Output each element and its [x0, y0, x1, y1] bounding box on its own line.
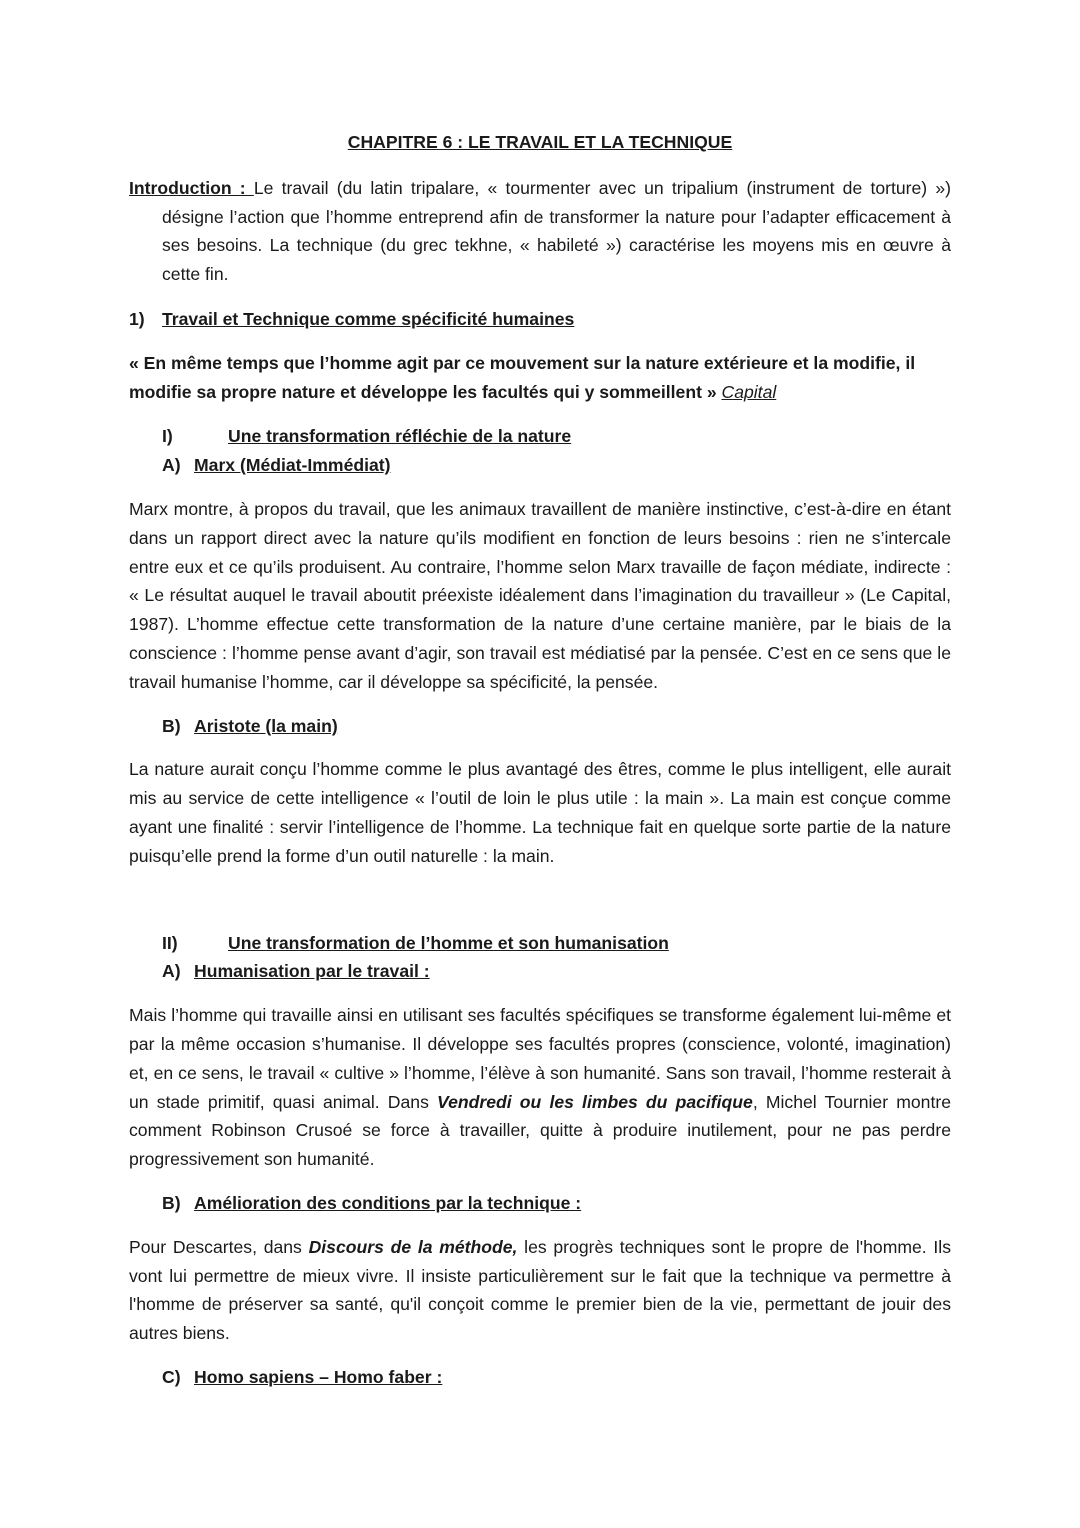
- part-2a-number: A): [162, 961, 181, 982]
- part-1a-title: Marx (Médiat-Immédiat): [194, 455, 391, 476]
- part-1b-heading: [162, 712, 951, 741]
- part-1b-number: B): [162, 715, 181, 736]
- descartes-text-before: Pour Descartes, dans: [129, 1236, 309, 1257]
- section-1-title: Travail et Technique comme spécificité humaines: [162, 308, 575, 329]
- quote-text: « En même temps que l’homme agit par ce mouvement sur la nature extérieure et la modifie, il modifie sa propre nature et développe les facultés qui y sommeillent »: [129, 352, 916, 402]
- chapter-title: CHAPITRE 6 : LE TRAVAIL ET LA TECHNIQUE: [347, 132, 733, 152]
- introduction-paragraph: [129, 174, 951, 289]
- tournier-book-title: Vendredi ou les limbes du pacifique: [437, 1091, 753, 1112]
- humanisation-text-after: , Michel Tournier montre comment Robinson Crusoé se force à travailler, quitte à produire inutilement, pour ne pas perdre progressivement son humanité.: [129, 1091, 951, 1170]
- part-2c-title: Homo sapiens – Homo faber :: [194, 1366, 443, 1387]
- marx-quote: [129, 349, 951, 407]
- part-2-title: Une transformation de l’homme et son humanisation: [228, 932, 669, 953]
- humanisation-text-before: Mais l’homme qui travaille ainsi en utilisant ses facultés spécifiques se transforme également lui-même et par la même occasion s’humanise. Il développe ses facultés propres (conscience, volonté, imagination) et, en ce sens, le travail « cultive » l’homme, l’élève à son humanité. Sans son travail, l’homme resterait à un stade primitif, quasi animal. Dans: [129, 1005, 951, 1112]
- part-2b-heading: [162, 1189, 951, 1218]
- introduction-text: Le travail (du latin tripalare, « tourmenter avec un tripalium (instrument de torture) ») désigne l’action que l’homme entreprend afin de transformer la nature pour l’adapter efficacement à ses besoins. La technique (du grec tekhne, « habileté ») caractérise les moyens mis en œuvre à cette fin.: [162, 177, 951, 285]
- descartes-paragraph: [129, 1233, 951, 1348]
- quote-source: Capital: [721, 381, 777, 402]
- section-1-number: 1): [129, 308, 145, 329]
- part-2-heading: [162, 929, 951, 958]
- part-2b-number: B): [162, 1192, 181, 1213]
- part-1a-number: A): [162, 455, 181, 476]
- part-2b-title: Amélioration des conditions par la technique :: [194, 1192, 582, 1213]
- descartes-text-after: les progrès techniques sont le propre de l'homme. Ils vont lui permettre de mieux vivre. Il insiste particulièrement sur le fait que la technique va permettre à l'homme de préserver sa santé, qu'il conçoit comme le premier bien de la vie, permettant de jouir des autres biens.: [129, 1236, 951, 1344]
- descartes-book-title: Discours de la méthode,: [308, 1236, 518, 1257]
- part-2a-title: Humanisation par le travail :: [194, 961, 430, 982]
- part-1-title: Une transformation réfléchie de la nature: [228, 426, 572, 447]
- part-1-number: I): [162, 426, 173, 447]
- part-2c-number: C): [162, 1366, 181, 1387]
- part-2a-heading: [162, 957, 951, 986]
- part-1a-heading: [162, 451, 951, 480]
- part-1b-title: Aristote (la main): [194, 715, 338, 736]
- part-1-heading: [162, 422, 951, 451]
- marx-paragraph: Marx montre, à propos du travail, que les animaux travaillent de manière instinctive, c’est-à-dire en étant dans un rapport direct avec la nature qu’ils modifient en fonction de leurs besoins : rien ne s’intercale entre eux et ce qu’ils produisent. Au contraire, l’homme selon Marx travaille de façon médiate, indirecte : « Le résultat auquel le travail aboutit préexiste idéalement dans l’imagination du travailleur » (Le Capital, 1987). L’homme effectue cette transformation de la nature d’une certaine manière, par le biais de la conscience : l’homme pense avant d’agir, son travail est médiatisé par la pensée. C’est en ce sens que le travail humanise l’homme, car il développe sa spécificité, la pensée.: [129, 498, 951, 692]
- aristote-paragraph: La nature aurait conçu l’homme comme le plus avantagé des êtres, comme le plus intelligent, elle aurait mis au service de cette intelligence « l’outil de loin le plus utile : la main ». La main est conçue comme ayant une finalité : servir l’intelligence de l’homme. La technique fait en quelque sorte partie de la nature puisqu’elle prend la forme d’un outil naturelle : la main.: [129, 759, 951, 866]
- humanisation-paragraph: [129, 1001, 951, 1174]
- part-2-number: II): [162, 932, 178, 953]
- introduction-label: Introduction :: [129, 177, 254, 198]
- spacer: [129, 886, 951, 929]
- document-page: [129, 128, 951, 1407]
- part-2c-heading: [162, 1363, 951, 1392]
- section-1-heading: [129, 305, 951, 334]
